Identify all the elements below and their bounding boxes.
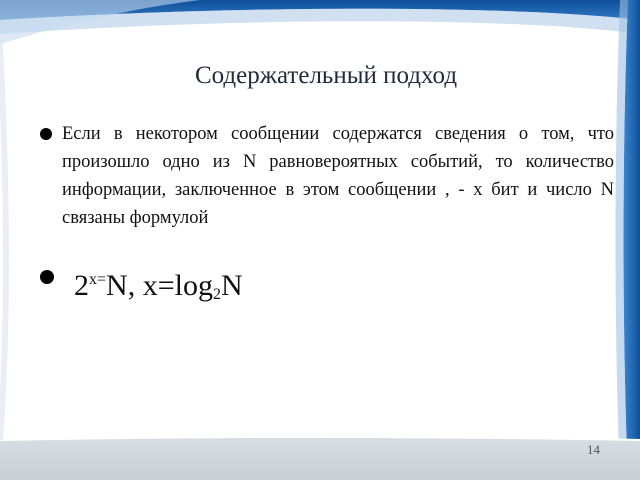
formula-end: N: [220, 269, 243, 302]
formula-log-base: 2: [212, 286, 221, 303]
bullet-paragraph: Если в некотором сообщении содержатся сведения о том, что произошло одно из N равновероятных событий, то количество информации, заключенное в этом сообщении , - х бит и число N связаны формулой: [62, 124, 614, 228]
formula-exponent: x=: [89, 271, 107, 288]
formula-base: 2: [74, 269, 89, 302]
bullet-dot: [40, 270, 54, 284]
bullet-dot: [40, 128, 52, 140]
formula: [74, 262, 243, 313]
formula-middle: N, x=log: [106, 269, 213, 302]
slide-title: Содержательный подход: [194, 62, 458, 89]
slide-number: 14: [587, 442, 600, 457]
